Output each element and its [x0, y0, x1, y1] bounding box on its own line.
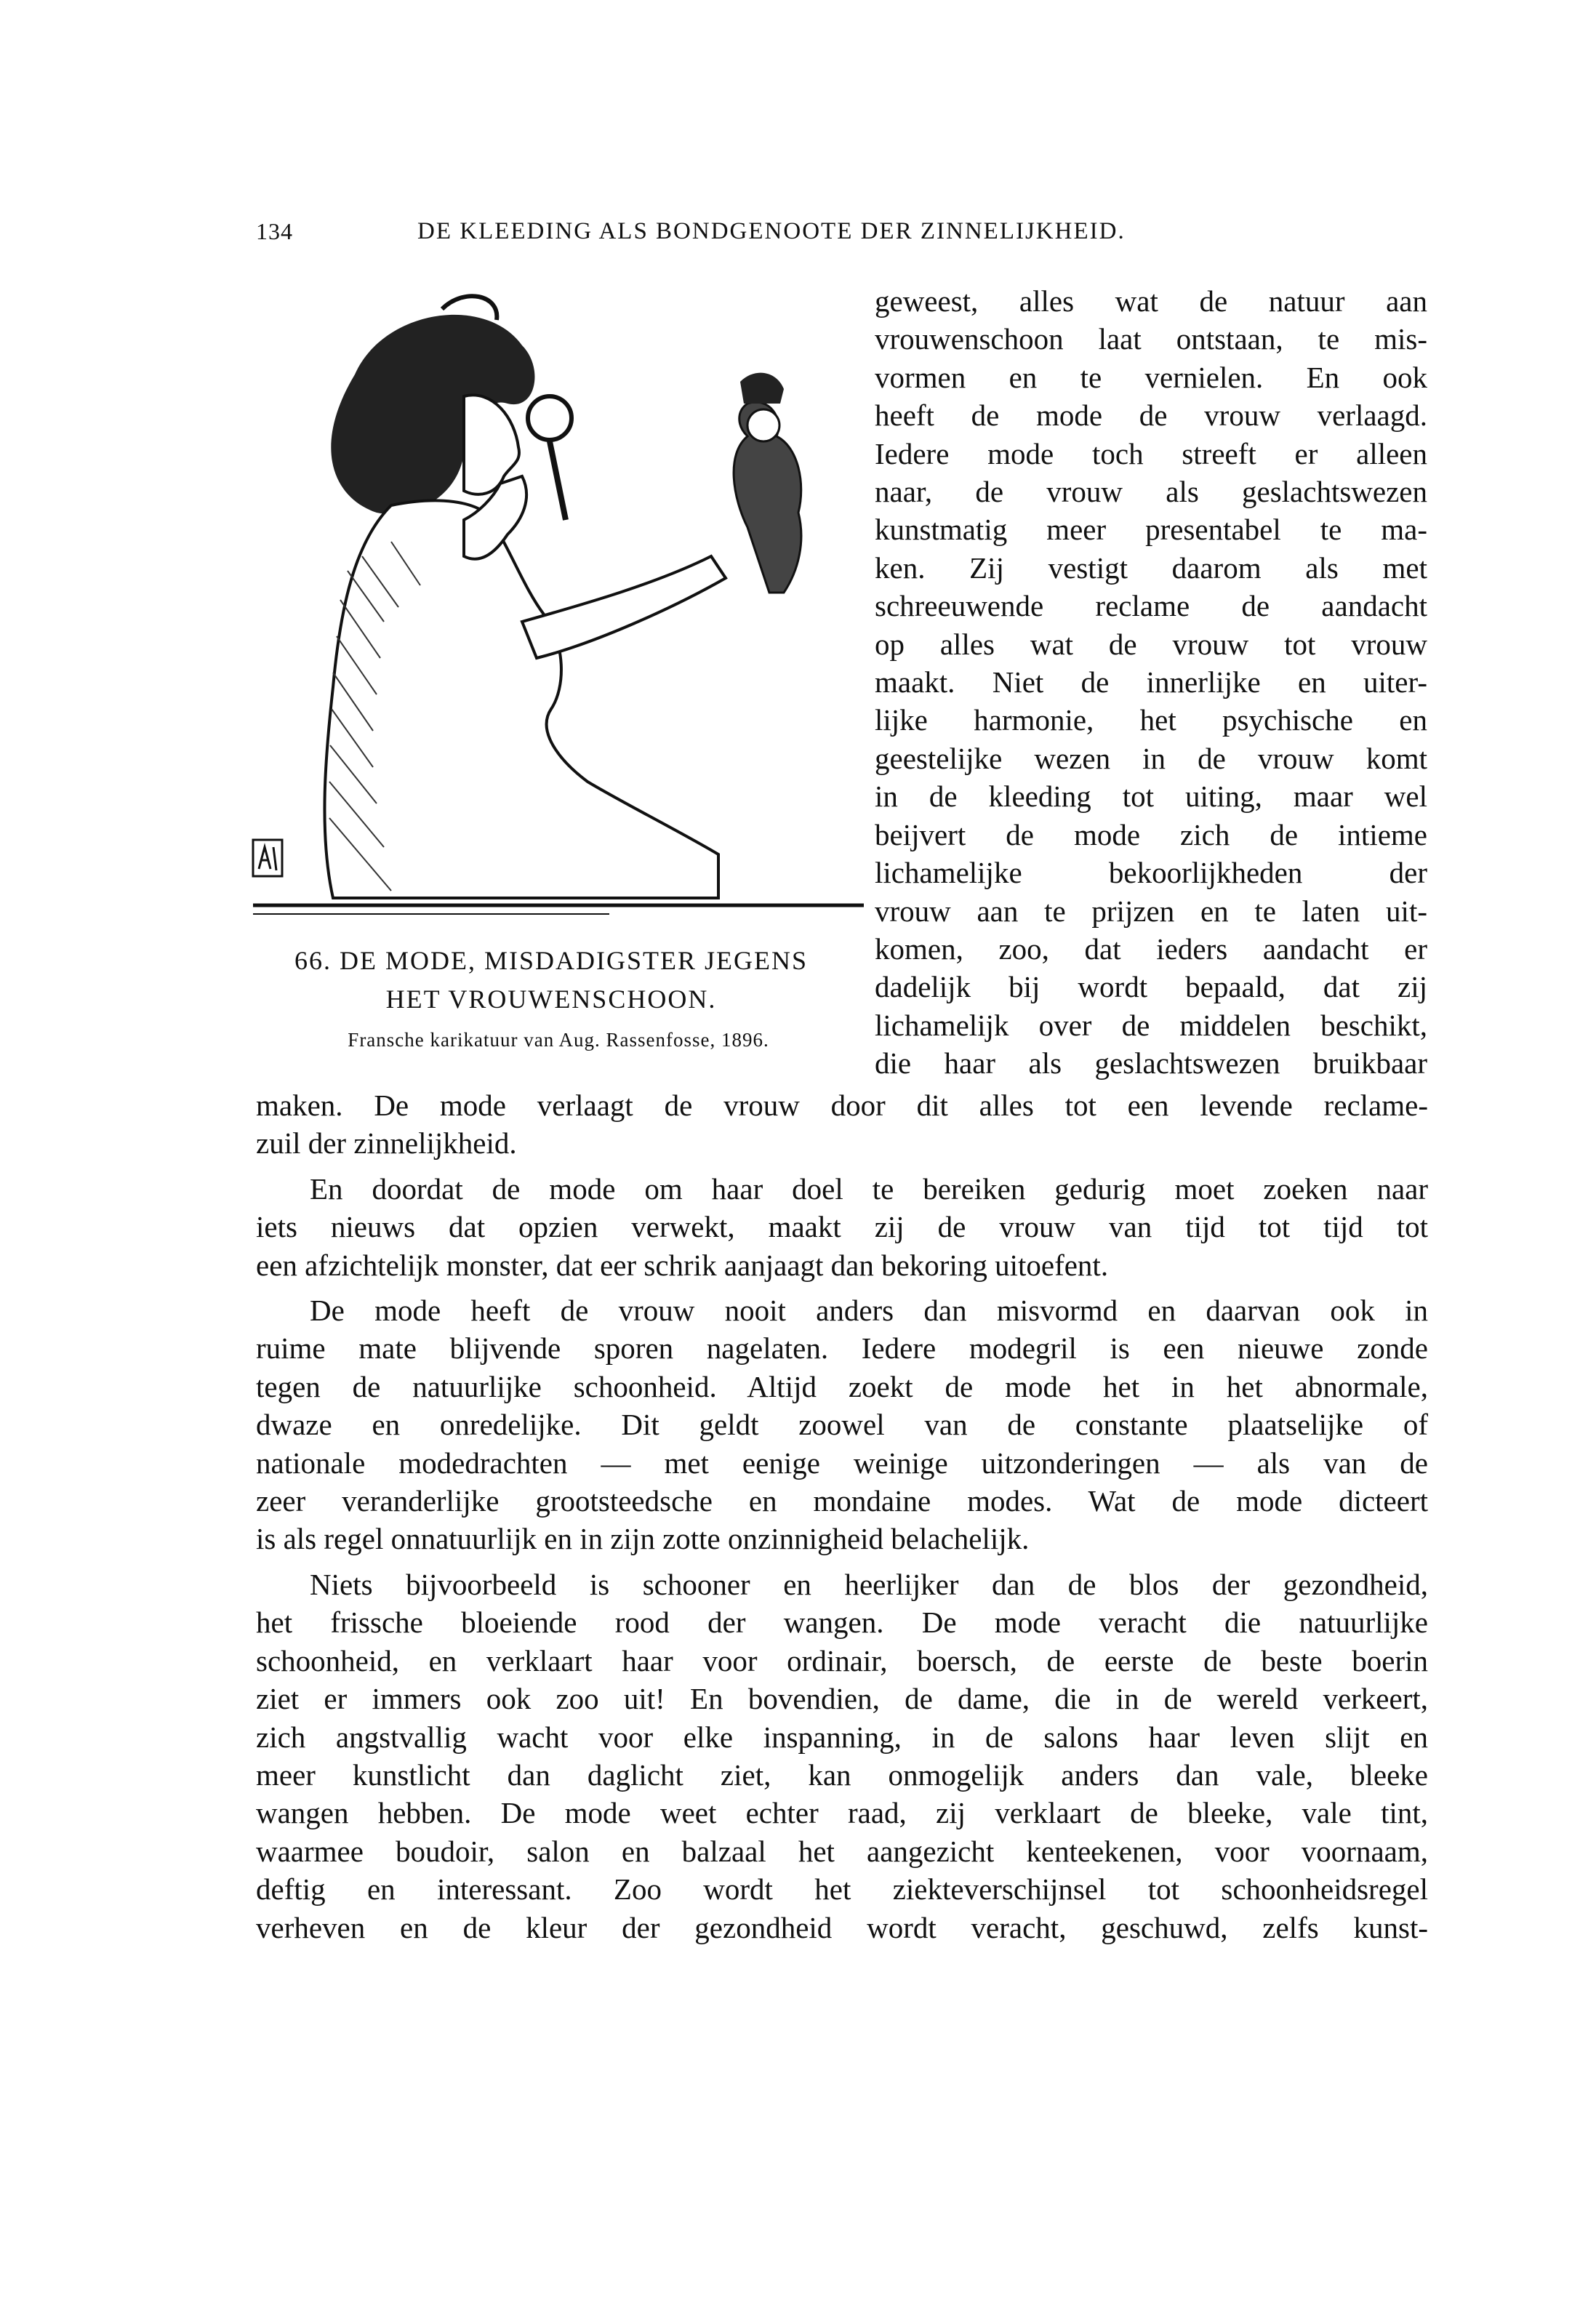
text-line: nationale modedrachten — met eenige weinige uitzonderingen — als van de	[256, 1446, 1428, 1480]
figure-illustration	[246, 280, 871, 1094]
text-line: tegen de natuurlijke schoonheid. Altijd zoekt de mode het in het abnormale,	[256, 1369, 1428, 1403]
text-line: op alles wat de vrouw tot vrouw	[875, 627, 1427, 661]
text-column-right	[875, 282, 1427, 1083]
text-line: maken. De mode verlaagt de vrouw door dit alles tot een levende reclame-	[256, 1089, 1428, 1122]
text-line: lichamelijk over de middelen beschikt,	[875, 1008, 1427, 1042]
text-line: ziet er immers ook zoo uit! En bovendien, de dame, die in de wereld verkeert,	[256, 1682, 1428, 1716]
text-line: naar, de vrouw als geslachtswezen	[875, 475, 1427, 509]
text-line: geweest, alles wat de natuur aan	[875, 284, 1427, 318]
figure-caption-subtitle: HET VROUWENSCHOON.	[385, 985, 717, 1014]
text-line: lichamelijke bekoorlijkheden der	[875, 856, 1427, 890]
text-line: maakt. Niet de innerlijke en uiter-	[875, 665, 1427, 699]
page-number: 134	[256, 218, 293, 244]
text-line: ruime mate blijvende sporen nagelaten. Iedere modegril is een nieuwe zonde	[256, 1331, 1428, 1366]
text-line: dwaze en onredelijke. Dit geldt zoowel van de constante plaatselijke of	[256, 1408, 1428, 1442]
text-line: dadelijk bij wordt bepaald, dat zij	[875, 970, 1427, 1004]
text-body-full-width	[256, 1086, 1428, 1947]
text-line: vrouw aan te prijzen en te laten uit-	[875, 894, 1427, 928]
text-line: zeer veranderlijke grootsteedsche en mondaine modes. Wat de mode dicteert	[256, 1484, 1428, 1518]
text-line: Iedere mode toch streeft er alleen	[875, 436, 1427, 470]
caricature-drawing	[246, 280, 871, 934]
text-line: die haar als geslachtswezen bruikbaar	[875, 1046, 1427, 1081]
text-line: De mode heeft de vrouw nooit anders dan misvormd en daarvan ook in	[310, 1294, 1428, 1328]
text-line: kunstmatig meer presentabel te ma-	[875, 513, 1427, 547]
text-line: is als regel onnatuurlijk en in zijn zotte onzinnigheid belachelijk.	[256, 1522, 1030, 1556]
text-line: zuil der zinnelijkheid.	[256, 1126, 517, 1160]
text-line: geestelijke wezen in de vrouw komt	[875, 741, 1427, 775]
text-line: schreeuwende reclame de aandacht	[875, 589, 1427, 623]
running-head	[256, 218, 1427, 254]
text-line: heeft de mode de vrouw verlaagd.	[875, 398, 1427, 433]
figure-credit: Fransche karikatuur van Aug. Rassenfosse, 1896.	[348, 1029, 769, 1051]
text-line: een afzichtelijk monster, dat eer schrik aanjaagt dan bekoring uitoefent.	[256, 1248, 1109, 1282]
text-line: vrouwenschoon laat ontstaan, te mis-	[875, 322, 1427, 356]
text-line: Niets bijvoorbeeld is schooner en heerlijker dan de blos der gezondheid,	[310, 1567, 1428, 1601]
running-title: DE KLEEDING ALS BONDGENOOTE DER ZINNELIJKHEID.	[417, 218, 1126, 244]
figure-caption-title: 66. DE MODE, MISDADIGSTER JEGENS	[294, 946, 808, 975]
text-line: komen, zoo, dat ieders aandacht er	[875, 931, 1427, 966]
text-line: schoonheid, en verklaart haar voor ordinair, boersch, de eerste de beste boerin	[256, 1643, 1428, 1677]
text-line: het frissche bloeiende rood der wangen. De mode veracht die natuurlijke	[256, 1606, 1428, 1640]
text-line: beijvert de mode zich de intieme	[875, 817, 1427, 851]
text-line: waarmee boudoir, salon en balzaal het aangezicht kenteekenen, voor voornaam,	[256, 1834, 1428, 1868]
text-line: wangen hebben. De mode weet echter raad, zij verklaart de bleeke, vale tint,	[256, 1796, 1428, 1830]
text-line: ken. Zij vestigt daarom als met	[875, 550, 1427, 585]
text-line: meer kunstlicht dan daglicht ziet, kan onmogelijk anders dan vale, bleeke	[256, 1757, 1428, 1792]
text-line: lijke harmonie, het psychische en	[875, 703, 1427, 737]
text-line: vormen en te vernielen. En ook	[875, 360, 1427, 394]
text-line: En doordat de mode om haar doel te bereiken gedurig moet zoeken naar	[310, 1171, 1428, 1206]
text-line: in de kleeding tot uiting, maar wel	[875, 779, 1427, 814]
text-line: verheven en de kleur der gezondheid wordt veracht, geschuwd, zelfs kunst-	[256, 1910, 1428, 1944]
text-line: zich angstvallig wacht voor elke inspanning, in de salons haar leven slijt en	[256, 1720, 1428, 1754]
text-line: deftig en interessant. Zoo wordt het ziekteverschijnsel tot schoonheidsregel	[256, 1872, 1428, 1907]
text-line: iets nieuws dat opzien verwekt, maakt zij de vrouw van tijd tot tijd tot	[256, 1210, 1428, 1244]
